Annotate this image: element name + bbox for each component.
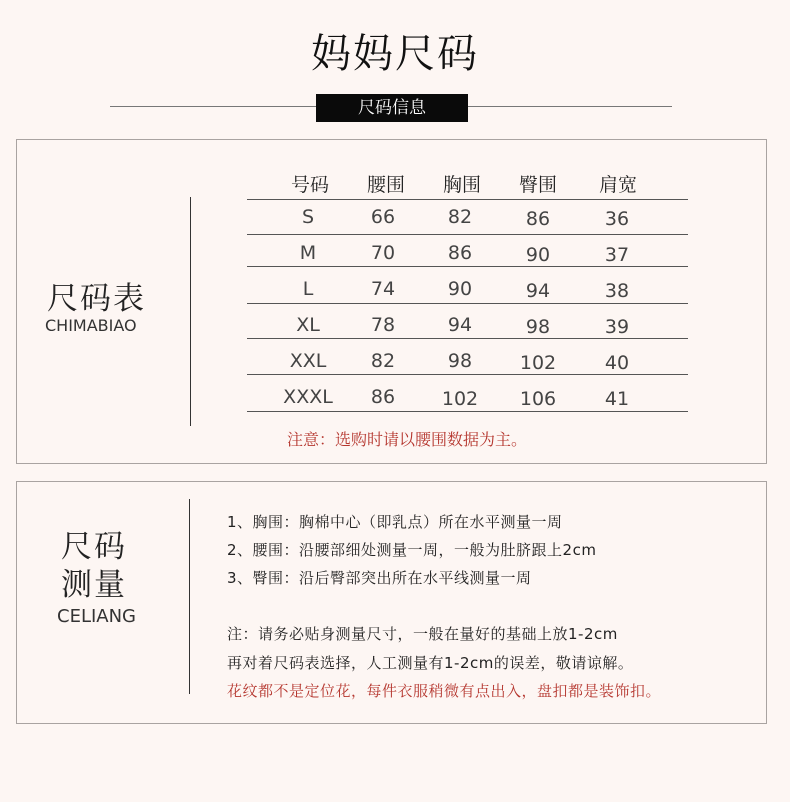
table-cell: 37 <box>604 244 630 266</box>
measure-warning: 花纹都不是定位花，每件衣服稍微有点出入，盘扣都是装饰扣。 <box>227 682 662 700</box>
measure-chest: 1、胸围：胸棉中心（即乳点）所在水平测量一周 <box>227 513 563 531</box>
row-rule <box>247 374 688 375</box>
row-rule <box>247 338 688 339</box>
table-cell: 36 <box>604 208 630 230</box>
size-chart-label-en: CHIMABIAO <box>45 316 137 335</box>
measure-label-line1: 尺码 <box>61 529 127 565</box>
table-cell: M <box>299 242 317 264</box>
measure-label-line2: 测量 <box>61 567 127 603</box>
measure-note-2: 再对着尺码表选择，人工测量有1-2cm的误差，敬请谅解。 <box>227 654 634 672</box>
row-rule <box>247 303 688 304</box>
size-chart-label: 尺码表 <box>47 281 146 317</box>
table-cell: 98 <box>447 350 473 372</box>
table-cell: XXL <box>289 350 327 372</box>
table-cell: 102 <box>519 352 557 374</box>
table-cell: L <box>302 278 314 300</box>
measure-label <box>61 528 141 604</box>
measure-panel <box>16 481 767 724</box>
size-chart-panel <box>16 139 767 464</box>
measure-label-en: CELIANG <box>57 606 137 627</box>
table-cell: 82 <box>447 206 473 228</box>
table-cell: S <box>301 206 315 228</box>
table-cell: XXXL <box>283 386 333 408</box>
table-cell: XL <box>296 314 320 336</box>
section-badge: 尺码信息 <box>316 94 468 122</box>
table-cell: 90 <box>525 244 551 266</box>
measure-note-1: 注：请务必贴身测量尺寸，一般在量好的基础上放1-2cm <box>227 625 618 643</box>
table-cell: 66 <box>370 206 396 228</box>
header-hip: 臀围 <box>518 174 557 196</box>
table-cell: 94 <box>447 314 473 336</box>
table-cell: 41 <box>604 388 630 410</box>
measure-hip: 3、臀围：沿后臀部突出所在水平线测量一周 <box>227 569 532 587</box>
row-rule <box>247 234 688 235</box>
page-title: 妈妈尺码 <box>311 31 479 77</box>
table-cell: 39 <box>604 316 630 338</box>
table-cell: 82 <box>370 350 396 372</box>
row-rule <box>247 266 688 267</box>
table-cell: 102 <box>441 388 479 410</box>
table-cell: 94 <box>525 280 551 302</box>
title-rule-left <box>110 106 318 107</box>
table-cell: 40 <box>604 352 630 374</box>
divider-line <box>190 197 191 426</box>
divider-line <box>189 499 190 694</box>
row-rule <box>247 199 688 200</box>
header-chest: 胸围 <box>442 174 481 196</box>
table-cell: 70 <box>370 242 396 264</box>
table-cell: 86 <box>525 208 551 230</box>
title-rule-right <box>466 106 672 107</box>
measure-waist: 2、腰围：沿腰部细处测量一周，一般为肚脐跟上2cm <box>227 541 597 559</box>
row-rule <box>247 411 688 412</box>
table-cell: 98 <box>525 316 551 338</box>
header-size: 号码 <box>290 174 329 196</box>
table-cell: 74 <box>370 278 396 300</box>
table-cell: 106 <box>519 388 557 410</box>
table-cell: 78 <box>370 314 396 336</box>
table-cell: 90 <box>447 278 473 300</box>
table-cell: 38 <box>604 280 630 302</box>
header-shoulder: 肩宽 <box>598 174 637 196</box>
header-waist: 腰围 <box>366 174 405 196</box>
table-cell: 86 <box>370 386 396 408</box>
size-note: 注意：选购时请以腰围数据为主。 <box>287 430 528 449</box>
table-cell: 86 <box>447 242 473 264</box>
